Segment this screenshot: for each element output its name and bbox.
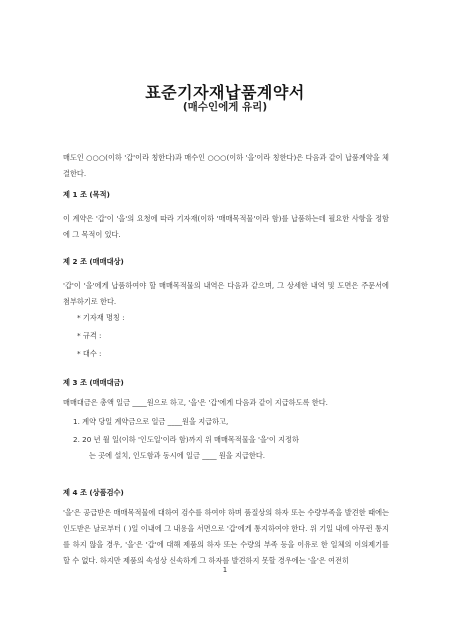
list-item: * 규격 : (77, 331, 102, 340)
article-2 (63, 256, 389, 360)
numbered-item-continuation: 는 곳에 설치, 인도함과 동시에 일금 ____ 원을 지급한다. (89, 451, 266, 460)
article-4 (63, 487, 389, 569)
numbered-item-text: 2. 20 년 월 일(이하 '인도일'이라 함)까지 위 매매목적물을 '을'이 지정하 (73, 435, 299, 444)
article-heading: 제 1 조 (목적) (63, 190, 110, 199)
article-body: 매매대금은 총액 일금 ____원으로 하고, '을'은 '갑'에게 다음과 같이 지급하도록 한다. (63, 398, 328, 407)
article-heading: 제 3 조 (매매대금) (63, 378, 124, 387)
document-subtitle: (매수인에게 유리) (182, 101, 268, 113)
numbered-item (63, 414, 389, 430)
preamble (63, 150, 389, 182)
article-body: '을'은 공급받은 매매목적물에 대하여 검수를 하여야 하며 품질상의 하자 또는 수량부족을 발견한 때에는 인도받은 날로부터 ( )일 이내에 그 내용을 서면으로 '갑'에게 통지하여야 한다. 위 기일 내에 아무런 통지를 하지 않을 경우, '을'은 '갑'에 대해 제품의 하자 또는 수량의 부족 등을 이유로 한 일체의 이의제기를 할 수 없다. 하지만 제품의 속성상 신속하게 그 하자를 발견하지 못할 경우에는 '을'은 여전히 (63, 508, 389, 565)
article-3 (63, 377, 389, 464)
document-title: 표준기자재납품계약서 (145, 83, 305, 102)
article-heading: 제 4 조 (상품검수) (63, 488, 124, 497)
article-body: 이 계약은 '갑'이 '을'의 요청에 따라 기자재(이하 '매매목적물'이라 함)를 납품하는데 필요한 사항을 정함에 그 목적이 있다. (63, 214, 389, 239)
list-item: * 기자재 명칭 : (77, 313, 125, 322)
numbered-item-text: 1. 계약 당일 계약금으로 일금 ____원을 지급하고, (73, 417, 229, 426)
article-heading: 제 2 조 (매매대상) (63, 257, 124, 266)
numbered-item (63, 432, 389, 464)
article-1 (63, 189, 389, 243)
page-number: 1 (222, 566, 228, 574)
preamble-text: 매도인 ○○○(이하 '갑'이라 칭한다)과 매수인 ○○○(이하 '을'이라 칭한다)은 다음과 같이 납품계약을 체결한다. (63, 153, 389, 178)
list-item: * 대수 : (77, 349, 102, 358)
article-body: '갑'이 '을'에게 납품하여야 할 매매목적물의 내역은 다음과 같으며, 그 상세한 내역 및 도면은 주문서에 첨부하기로 한다. (63, 281, 389, 306)
